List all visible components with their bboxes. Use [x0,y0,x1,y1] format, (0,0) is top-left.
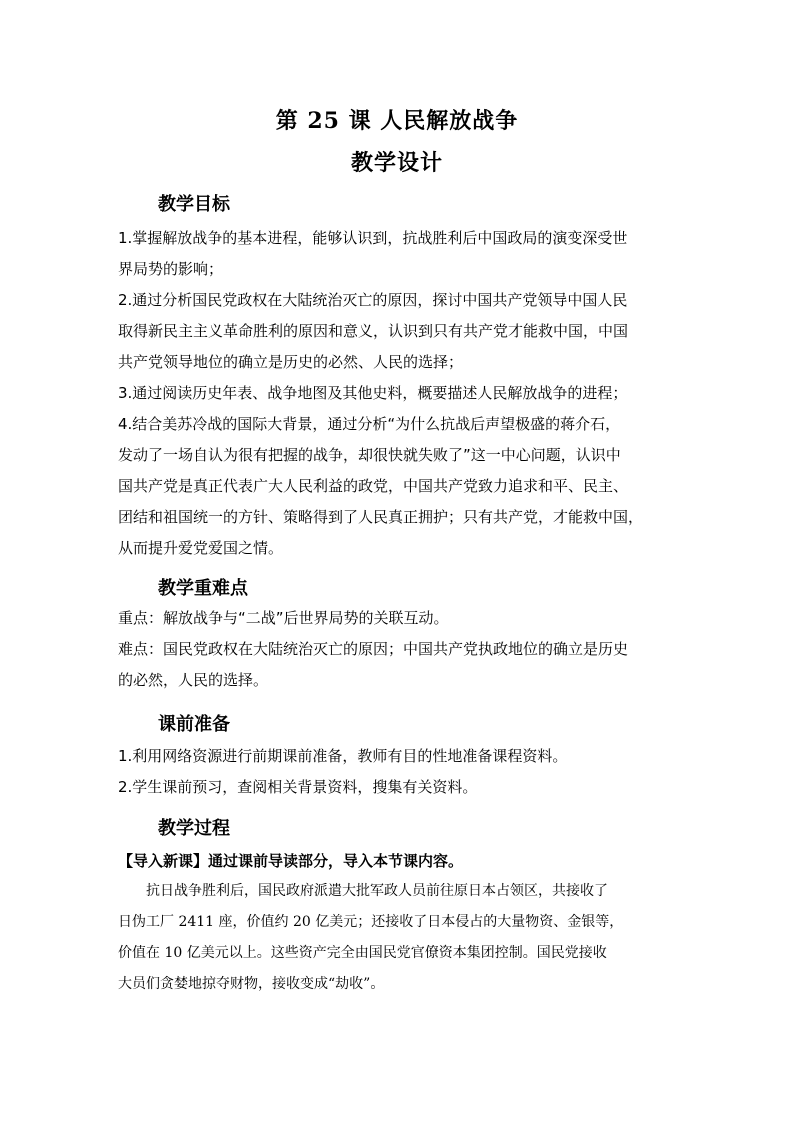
key-points-line: 难点：国民党政权在大陆统治灭亡的原因；中国共产党执政地位的确立是历史 [118,640,629,658]
reading-line: 价值在 10 亿美元以上。这些资产完全由国民党官僚资本集团控制。国民党接收 [118,945,607,961]
key-points-heading: 教学重难点 [158,578,248,599]
preparation-line: 1.利用网络资源进行前期课前准备，教师有目的性地准备课程资料。 [118,747,568,765]
objectives-line: 1.掌握解放战争的基本进程，能够认识到，抗战胜利后中国政局的演变深受世 [118,229,628,247]
objectives-line: 团结和祖国统一的方针、策略得到了人民真正拥护；只有共产党，才能救中国， [118,508,644,526]
objectives-line: 2.通过分析国民党政权在大陆统治灭亡的原因，探讨中国共产党领导中国人民 [118,291,628,309]
objectives-heading: 教学目标 [158,194,230,215]
objectives-line: 取得新民主主义革命胜利的原因和意义，认识到只有共产党才能救中国，中国 [118,322,629,340]
intro-reading [118,876,678,1000]
key-points-body [118,603,678,696]
lesson-title: 第 25 课 人民解放战争 [275,108,519,134]
preparation-body [118,741,678,803]
objectives-line: 从而提升爱党爱国之情。 [118,539,284,557]
objectives-line: 4.结合美苏冷战的国际大背景，通过分析“为什么抗战后声望极盛的蒋介石， [118,415,621,433]
objectives-line: 3.通过阅读历史年表、战争地图及其他史料，概要描述人民解放战争的进程； [118,384,628,402]
objectives-line: 界局势的影响； [118,260,224,278]
lesson-subtitle: 教学设计 [350,150,443,176]
intro-lead: 【导入新课】通过课前导读部分，导入本节课内容。 [118,852,464,870]
preparation-heading: 课前准备 [158,714,230,735]
objectives-line: 发动了一场自认为很有把握的战争，却很快就失败了”这一中心问题，认识中 [118,446,621,464]
reading-line: 抗日战争胜利后，国民政府派遣大批军政人员前往原日本占领区，共接收了 [118,883,608,899]
objectives-line: 国共产党是真正代表广大人民利益的政党，中国共产党致力追求和平、民主、 [118,477,629,495]
reading-line: 日伪工厂 2411 座，价值约 20 亿美元；还接收了日本侵占的大量物资、金银等， [118,914,624,930]
reading-line: 大员们贪婪地掠夺财物，接收变成“劫收”。 [118,976,385,992]
preparation-line: 2.学生课前预习，查阅相关背景资料，搜集有关资料。 [118,778,478,796]
objectives-body [118,223,678,564]
process-heading: 教学过程 [158,818,230,839]
objectives-line: 共产党领导地位的确立是历史的必然、人民的选择； [118,353,464,371]
key-points-line: 重点：解放战争与“二战”后世界局势的关联互动。 [118,609,449,627]
key-points-line: 的必然，人民的选择。 [118,671,269,689]
